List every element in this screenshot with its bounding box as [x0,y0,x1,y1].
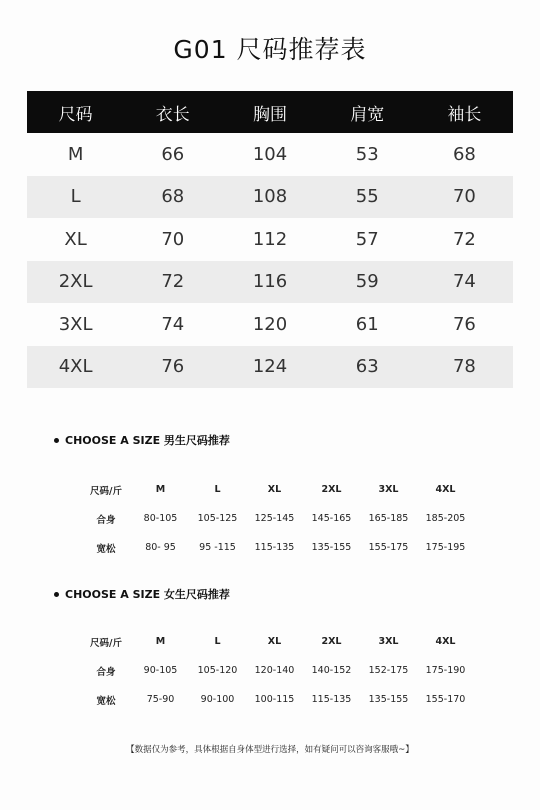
table-cell: 59 [355,271,379,293]
table-cell: L [70,186,81,208]
table-cell: 68 [452,143,476,165]
header-cell: 2XL [321,636,342,647]
table-cell: 115-135 [254,542,295,553]
table-cell: 124 [252,356,288,378]
header-cell: 袖长 [447,104,482,125]
table-cell: 70 [161,228,185,250]
table-cell: 72 [161,271,185,293]
table-cell: XL [64,228,87,250]
table-cell: 66 [161,143,185,165]
table-cell: 100-115 [254,694,295,705]
table-cell: 70 [452,186,476,208]
table-cell: M [67,143,84,165]
table-row [27,346,513,389]
table-row [80,685,480,714]
table-cell: 76 [452,313,476,335]
table-cell: 74 [452,271,476,293]
table-row [27,133,513,176]
header-cell: XL [267,636,282,647]
table-cell: 63 [355,356,379,378]
table-cell: 74 [161,313,185,335]
header-cell: 尺码 [58,104,93,125]
table-cell: 105-125 [197,513,238,524]
table-cell: 112 [252,228,288,250]
table-cell: 68 [161,186,185,208]
disclaimer-note: 【数据仅为参考，具体根据自身体型进行选择，如有疑问可以咨询客服哦~】 [126,745,414,755]
table-cell: 145-165 [311,513,352,524]
table-cell: 105-120 [197,665,238,676]
table-header-row [27,91,513,133]
header-cell: 胸围 [253,104,287,125]
table-cell: 140-152 [311,665,352,676]
men-section-title [54,432,230,448]
men-section-label: CHOOSE A SIZE 男生尺码推荐 [65,434,230,447]
table-cell: 宽松 [96,695,116,707]
men-size-table [80,475,480,562]
header-cell: 尺码/斤 [90,485,122,497]
table-cell: 78 [452,356,476,378]
table-cell: 57 [355,228,379,250]
table-row [27,218,513,261]
table-row [27,261,513,304]
table-cell: 104 [252,143,288,165]
table-cell: 95 -115 [199,542,236,553]
header-cell: 衣长 [155,104,190,125]
table-cell: 115-135 [311,694,352,705]
header-cell: 4XL [435,636,456,647]
table-cell: 135-155 [311,542,352,553]
table-row [27,176,513,219]
table-row [80,533,480,562]
table-cell: 61 [355,313,379,335]
table-cell: 116 [252,271,288,293]
table-cell: 175-190 [425,665,466,676]
table-cell: 108 [252,186,288,208]
table-cell: 72 [452,228,476,250]
table-cell: 152-175 [368,665,409,676]
table-cell: 90-105 [143,665,178,676]
header-cell: 肩宽 [350,104,385,125]
table-row [27,303,513,346]
header-cell: 3XL [378,484,399,495]
table-cell: 120-140 [254,665,295,676]
table-cell: 185-205 [425,513,466,524]
table-row [80,504,480,533]
table-cell: 宽松 [96,543,116,555]
table-header-row [80,627,480,656]
bullet-icon [54,438,59,443]
header-cell: 3XL [378,636,399,647]
table-header-row [80,475,480,504]
header-cell: XL [267,484,282,495]
table-cell: 155-170 [425,694,466,705]
table-row [80,656,480,685]
table-cell: 75-90 [146,694,175,705]
table-cell: 53 [355,143,379,165]
table-cell: 80-105 [143,513,178,524]
table-cell: 175-195 [425,542,466,553]
table-cell: 165-185 [368,513,409,524]
header-cell: L [214,484,221,495]
table-cell: 120 [252,313,288,335]
table-cell: 125-145 [254,513,295,524]
page-title: G01 尺码推荐表 [173,35,367,64]
header-cell: M [155,636,166,647]
size-chart-table [27,91,513,388]
table-cell: 155-175 [368,542,409,553]
women-section-title [54,586,230,602]
header-cell: 4XL [435,484,456,495]
header-cell: L [214,636,221,647]
header-cell: M [155,484,166,495]
table-cell: 135-155 [368,694,409,705]
bullet-icon [54,592,59,597]
table-cell: 76 [161,356,185,378]
header-cell: 2XL [321,484,342,495]
women-section-label: CHOOSE A SIZE 女生尺码推荐 [65,588,230,601]
women-size-table [80,627,480,714]
table-cell: 3XL [58,313,93,335]
table-cell: 2XL [58,271,93,293]
table-cell: 合身 [96,514,116,526]
table-cell: 合身 [96,666,116,678]
table-cell: 55 [355,186,379,208]
table-cell: 80- 95 [145,542,176,553]
table-cell: 4XL [58,356,93,378]
header-cell: 尺码/斤 [90,637,122,649]
table-cell: 90-100 [200,694,235,705]
